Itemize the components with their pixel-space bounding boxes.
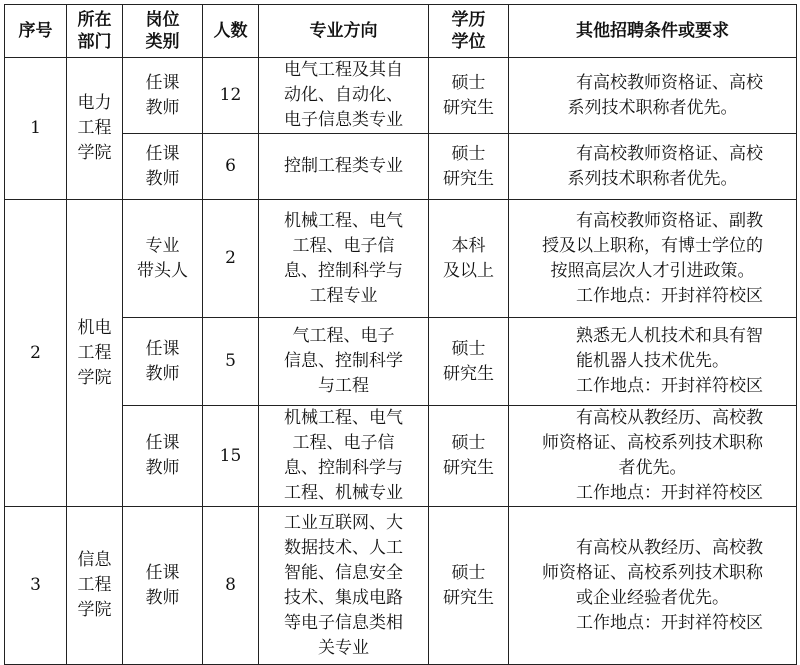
cell-no: 2 xyxy=(5,200,67,507)
req-line: 系列技术职称者优先。 xyxy=(567,168,738,189)
dept-name-line: 电力 xyxy=(77,93,112,113)
table-row xyxy=(5,318,797,406)
degree-line: 研究生 xyxy=(443,363,494,384)
cell-req xyxy=(509,406,797,507)
cell-major xyxy=(259,507,429,665)
degree-line: 研究生 xyxy=(443,458,494,478)
req-line: 按照高层次人才引进政策。 xyxy=(550,260,755,281)
dept-name-line: 工程 xyxy=(77,575,112,595)
cell-degree xyxy=(429,58,509,134)
recruitment-table xyxy=(4,4,797,665)
req-line: 能机器人技术优先。 xyxy=(576,351,729,371)
table-row xyxy=(5,200,797,318)
type-line: 带头人 xyxy=(137,260,188,281)
cell-major xyxy=(259,318,429,406)
req-line: 有高校教师资格证、高校 xyxy=(576,143,763,164)
cell-degree xyxy=(429,507,509,665)
cell-num: 12 xyxy=(203,58,259,134)
degree-line: 硕士 xyxy=(451,562,486,583)
degree-line: 研究生 xyxy=(443,168,494,189)
cell-type xyxy=(123,318,203,406)
major-line: 工程专业 xyxy=(309,285,378,306)
cell-req xyxy=(509,507,797,665)
dept-name-line: 机电 xyxy=(77,317,112,338)
work-location: 工作地点：开封祥符校区 xyxy=(576,612,763,633)
table-row xyxy=(5,134,797,200)
cell-major xyxy=(259,200,429,318)
cell-type xyxy=(123,200,203,318)
header-type xyxy=(123,5,203,58)
req-line: 师资格证、高校系列技术职称 xyxy=(542,433,763,453)
work-location: 工作地点：开封祥符校区 xyxy=(576,376,763,396)
header-major: 专业方向 xyxy=(259,5,429,58)
header-degree-line: 学位 xyxy=(451,32,486,52)
cell-degree xyxy=(429,406,509,507)
type-line: 教师 xyxy=(145,363,180,384)
type-line: 任课 xyxy=(145,562,180,583)
major-line: 控制工程类专业 xyxy=(284,156,403,176)
header-dept-line: 所在 xyxy=(77,10,112,30)
cell-major xyxy=(259,406,429,507)
header-degree-line: 学历 xyxy=(451,10,486,30)
cell-req xyxy=(509,134,797,200)
dept-name-line: 学院 xyxy=(77,143,112,163)
major-line: 信息、控制科学 xyxy=(284,351,403,371)
major-line: 息、控制科学与 xyxy=(284,458,403,478)
cell-dept xyxy=(67,200,123,507)
header-dept xyxy=(67,5,123,58)
type-line: 专业 xyxy=(145,235,180,256)
major-line: 气工程、电子 xyxy=(292,326,395,346)
dept-name-line: 信息 xyxy=(77,550,112,570)
req-line: 或企业经验者优先。 xyxy=(576,587,729,608)
major-line: 关专业 xyxy=(318,637,369,658)
major-line: 工程、电子信 xyxy=(292,235,395,256)
type-line: 教师 xyxy=(145,97,180,118)
cell-req xyxy=(509,318,797,406)
major-line: 工程、电子信 xyxy=(292,433,395,453)
header-dept-line: 部门 xyxy=(77,32,112,52)
major-line: 电气工程及其自 xyxy=(284,60,403,80)
degree-line: 及以上 xyxy=(443,260,494,281)
table-row xyxy=(5,58,797,134)
major-line: 智能、信息安全 xyxy=(284,562,403,583)
cell-major xyxy=(259,58,429,134)
cell-dept xyxy=(67,507,123,665)
type-line: 任课 xyxy=(145,338,180,359)
cell-num: 2 xyxy=(203,200,259,318)
dept-name-line: 工程 xyxy=(77,342,112,363)
req-line: 师资格证、高校系列技术职称 xyxy=(542,562,763,583)
cell-no: 3 xyxy=(5,507,67,665)
cell-type xyxy=(123,58,203,134)
req-line: 熟悉无人机技术和具有智 xyxy=(576,326,763,346)
major-line: 动化、自动化、 xyxy=(284,85,403,105)
degree-line: 研究生 xyxy=(443,97,494,118)
cell-num: 6 xyxy=(203,134,259,200)
dept-name-line: 学院 xyxy=(77,367,112,388)
cell-num: 8 xyxy=(203,507,259,665)
major-line: 电子信息类专业 xyxy=(284,110,403,130)
work-location: 工作地点：开封祥符校区 xyxy=(576,285,763,306)
req-line: 者优先。 xyxy=(618,458,687,478)
type-line: 任课 xyxy=(145,143,180,164)
type-line: 任课 xyxy=(145,72,180,93)
type-line: 教师 xyxy=(145,168,180,189)
major-line: 等电子信息类相 xyxy=(284,612,403,633)
header-num: 人数 xyxy=(203,5,259,58)
major-line: 数据技术、人工 xyxy=(284,537,403,558)
req-line: 授及以上职称，有博士学位的 xyxy=(542,235,763,256)
degree-line: 硕士 xyxy=(451,433,486,453)
req-line: 有高校教师资格证、高校 xyxy=(576,72,763,93)
cell-type xyxy=(123,406,203,507)
major-line: 与工程 xyxy=(318,376,369,396)
degree-line: 硕士 xyxy=(451,143,486,164)
degree-line: 研究生 xyxy=(443,587,494,608)
table-row xyxy=(5,507,797,665)
cell-type xyxy=(123,507,203,665)
header-type-line: 岗位 xyxy=(145,10,180,30)
header-degree xyxy=(429,5,509,58)
major-line: 技术、集成电路 xyxy=(284,587,403,608)
header-req: 其他招聘条件或要求 xyxy=(509,5,797,58)
cell-dept xyxy=(67,58,123,200)
major-line: 息、控制科学与 xyxy=(284,260,403,281)
cell-degree xyxy=(429,200,509,318)
cell-major xyxy=(259,134,429,200)
cell-no: 1 xyxy=(5,58,67,200)
req-line: 系列技术职称者优先。 xyxy=(567,97,738,118)
req-line: 有高校从教经历、高校教 xyxy=(576,537,763,558)
header-type-line: 类别 xyxy=(145,32,180,52)
header-no: 序号 xyxy=(5,5,67,58)
dept-name-line: 工程 xyxy=(77,118,112,138)
cell-req xyxy=(509,200,797,318)
cell-num: 15 xyxy=(203,406,259,507)
cell-req xyxy=(509,58,797,134)
req-line: 有高校教师资格证、副教 xyxy=(576,210,763,231)
degree-line: 硕士 xyxy=(451,338,486,359)
work-location: 工作地点：开封祥符校区 xyxy=(576,483,763,503)
degree-line: 硕士 xyxy=(451,72,486,93)
major-line: 工业互联网、大 xyxy=(284,512,403,533)
major-line: 工程、机械专业 xyxy=(284,483,403,503)
table-row xyxy=(5,406,797,507)
major-line: 机械工程、电气 xyxy=(284,210,403,231)
req-line: 有高校从教经历、高校教 xyxy=(576,408,763,428)
cell-type xyxy=(123,134,203,200)
cell-degree xyxy=(429,134,509,200)
header-row xyxy=(5,5,797,58)
cell-num: 5 xyxy=(203,318,259,406)
type-line: 教师 xyxy=(145,458,180,478)
dept-name-line: 学院 xyxy=(77,600,112,620)
table-body xyxy=(5,58,797,665)
cell-degree xyxy=(429,318,509,406)
major-line: 机械工程、电气 xyxy=(284,408,403,428)
type-line: 教师 xyxy=(145,587,180,608)
type-line: 任课 xyxy=(145,433,180,453)
degree-line: 本科 xyxy=(451,235,486,256)
